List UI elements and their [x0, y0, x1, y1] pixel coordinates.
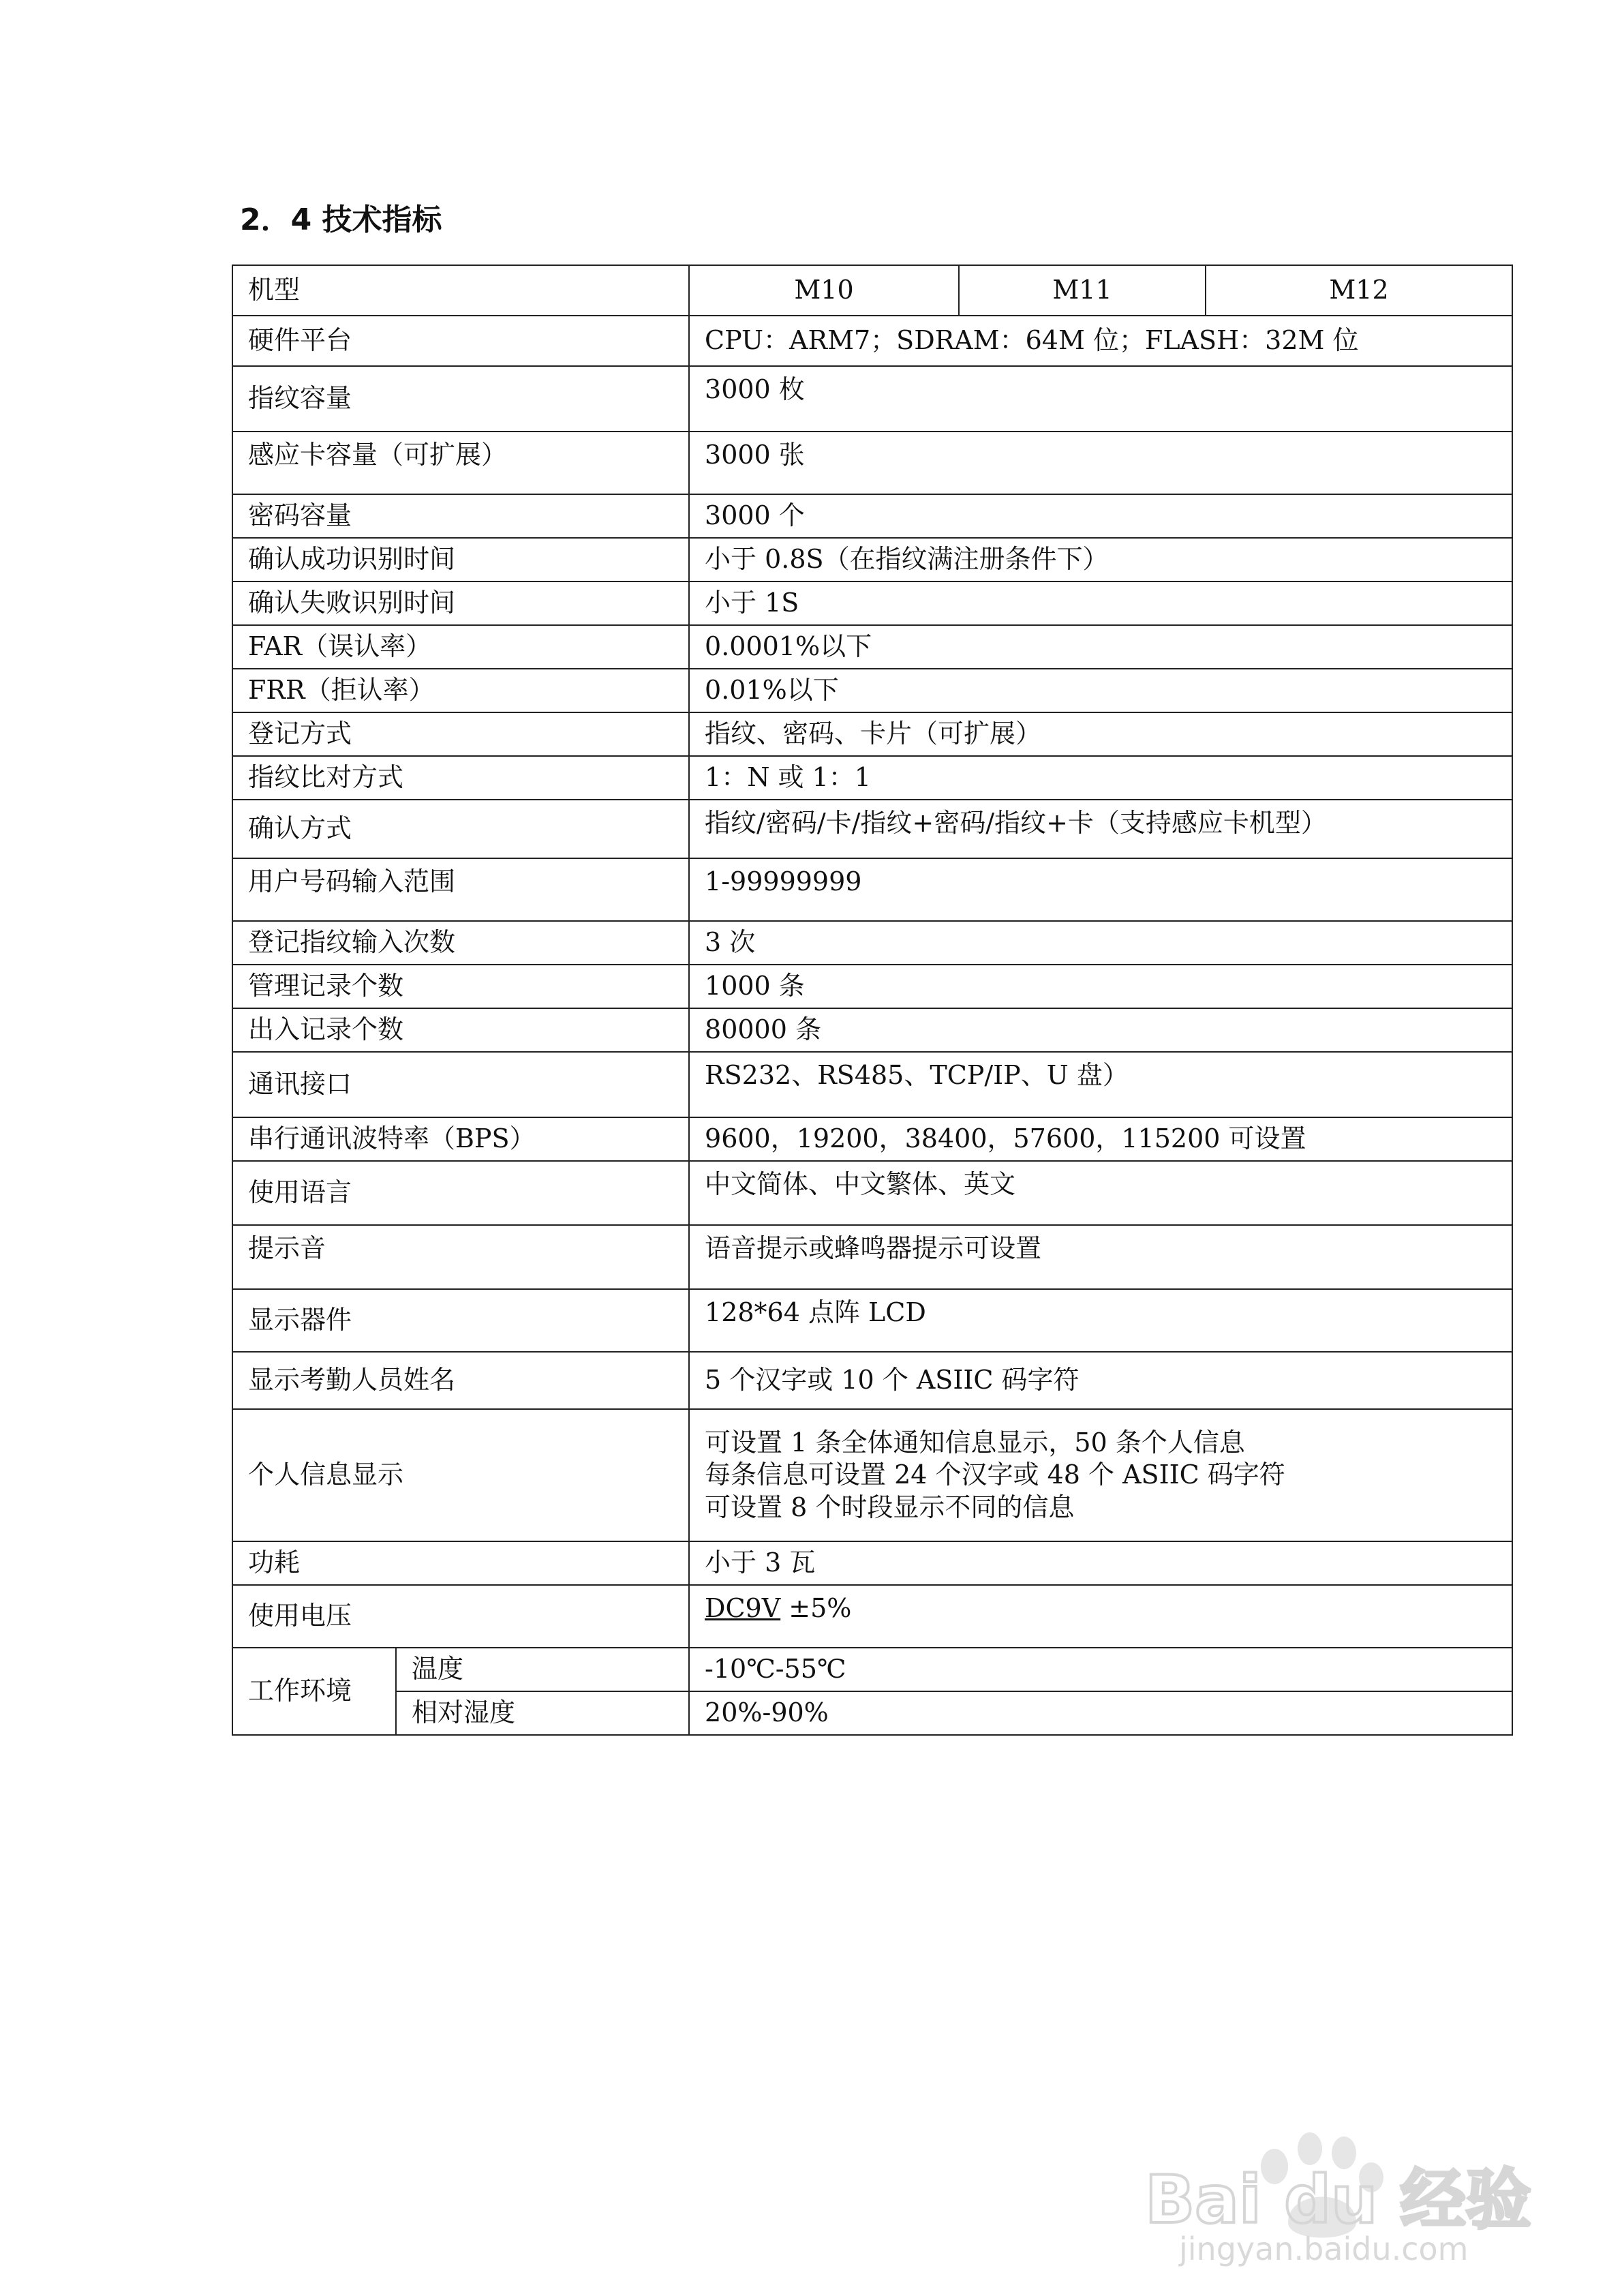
- row-value: 语音提示或蜂鸣器提示可设置: [689, 1225, 1512, 1289]
- table-row: [232, 858, 1512, 921]
- table-row: [232, 756, 1512, 800]
- table-row: [232, 1161, 1512, 1225]
- row-value: 1-99999999: [689, 858, 1512, 921]
- row-label: 确认成功识别时间: [232, 538, 689, 581]
- table-row: [232, 316, 1512, 366]
- table-row: [232, 581, 1512, 625]
- row-value: RS232、RS485、TCP/IP、U 盘）: [689, 1052, 1512, 1117]
- row-label: 确认失败识别时间: [232, 581, 689, 625]
- row-value: 5 个汉字或 10 个 ASIIC 码字符: [689, 1352, 1512, 1409]
- row-label: FAR（误认率）: [232, 625, 689, 669]
- row-label: 指纹容量: [232, 366, 689, 432]
- environment-item-value: 20%-90%: [689, 1691, 1512, 1735]
- row-label: 出入记录个数: [232, 1008, 689, 1052]
- row-label: 确认方式: [232, 800, 689, 858]
- model-header-row: [232, 265, 1512, 316]
- environment-label: 工作环境: [232, 1648, 396, 1735]
- table-row: [232, 1541, 1512, 1585]
- row-value: 3000 枚: [689, 366, 1512, 432]
- table-row: [232, 712, 1512, 756]
- row-label: 管理记录个数: [232, 965, 689, 1008]
- row-value: 80000 条: [689, 1008, 1512, 1052]
- table-row: [232, 1409, 1512, 1541]
- environment-item-value: -10℃-55℃: [689, 1648, 1512, 1691]
- row-label: 个人信息显示: [232, 1409, 689, 1541]
- row-label: 用户号码输入范围: [232, 858, 689, 921]
- row-label: 显示器件: [232, 1289, 689, 1352]
- environment-item-label: 温度: [396, 1648, 689, 1691]
- model-header-label: 机型: [232, 265, 689, 316]
- row-label: 显示考勤人员姓名: [232, 1352, 689, 1409]
- watermark-url: jingyan.baidu.com: [1179, 2231, 1469, 2267]
- table-row: [232, 1052, 1512, 1117]
- row-value: 0.0001%以下: [689, 625, 1512, 669]
- row-label: 提示音: [232, 1225, 689, 1289]
- row-value: 中文简体、中文繁体、英文: [689, 1161, 1512, 1225]
- row-label: 使用语言: [232, 1161, 689, 1225]
- row-label: 密码容量: [232, 494, 689, 538]
- table-row: [232, 625, 1512, 669]
- table-row: [232, 1648, 1512, 1691]
- row-label: 登记方式: [232, 712, 689, 756]
- spec-table: [232, 265, 1513, 1736]
- table-row: [232, 538, 1512, 581]
- row-value: 9600，19200，38400，57600，115200 可设置: [689, 1117, 1512, 1161]
- row-value: 1000 条: [689, 965, 1512, 1008]
- info-line: 可设置 1 条全体通知信息显示，50 条个人信息: [705, 1427, 1245, 1457]
- table-row: [232, 921, 1512, 965]
- table-row: [232, 494, 1512, 538]
- voltage-tolerance: ±5%: [780, 1593, 852, 1623]
- row-label: 指纹比对方式: [232, 756, 689, 800]
- model-m10: M10: [689, 265, 959, 316]
- row-label: 使用电压: [232, 1585, 689, 1648]
- row-label: FRR（拒认率）: [232, 669, 689, 712]
- model-m11: M11: [959, 265, 1206, 316]
- row-label: 功耗: [232, 1541, 689, 1585]
- row-value: [689, 1585, 1512, 1648]
- table-row: [232, 1008, 1512, 1052]
- row-value: 0.01%以下: [689, 669, 1512, 712]
- section-heading: 2．4 技术指标: [240, 202, 442, 237]
- row-label: 串行通讯波特率（BPS）: [232, 1117, 689, 1161]
- baidu-watermark-logo: [1131, 2120, 1554, 2270]
- row-label: 登记指纹输入次数: [232, 921, 689, 965]
- voltage-value: DC9V: [705, 1593, 781, 1623]
- row-value: 3000 个: [689, 494, 1512, 538]
- table-row: [232, 965, 1512, 1008]
- table-row: [232, 1289, 1512, 1352]
- row-value: 小于 0.8S（在指纹满注册条件下）: [689, 538, 1512, 581]
- row-value: 3 次: [689, 921, 1512, 965]
- table-row: [232, 366, 1512, 432]
- model-m12: M12: [1206, 265, 1512, 316]
- table-row: [232, 669, 1512, 712]
- info-line: 可设置 8 个时段显示不同的信息: [705, 1492, 1075, 1522]
- table-row: [232, 1225, 1512, 1289]
- row-value: 指纹、密码、卡片（可扩展）: [689, 712, 1512, 756]
- row-label: 硬件平台: [232, 316, 689, 366]
- table-row: [232, 1585, 1512, 1648]
- row-label: 感应卡容量（可扩展）: [232, 432, 689, 494]
- row-value-multiline: [689, 1409, 1512, 1541]
- table-row: [232, 432, 1512, 494]
- table-row: [232, 800, 1512, 858]
- row-value: 1：N 或 1：1: [689, 756, 1512, 800]
- row-label: 通讯接口: [232, 1052, 689, 1117]
- table-row: [232, 1117, 1512, 1161]
- row-value: 128*64 点阵 LCD: [689, 1289, 1512, 1352]
- row-value: 小于 1S: [689, 581, 1512, 625]
- row-value: 3000 张: [689, 432, 1512, 494]
- table-row: [232, 1352, 1512, 1409]
- row-value: 指纹/密码/卡/指纹+密码/指纹+卡（支持感应卡机型）: [689, 800, 1512, 858]
- watermark-brand: Bai du 经验: [1145, 2162, 1531, 2238]
- table-row: [232, 1691, 1512, 1735]
- row-value: 小于 3 瓦: [689, 1541, 1512, 1585]
- environment-item-label: 相对湿度: [396, 1691, 689, 1735]
- row-value: CPU：ARM7；SDRAM：64M 位；FLASH：32M 位: [689, 316, 1512, 366]
- info-line: 每条信息可设置 24 个汉字或 48 个 ASIIC 码字符: [705, 1460, 1285, 1490]
